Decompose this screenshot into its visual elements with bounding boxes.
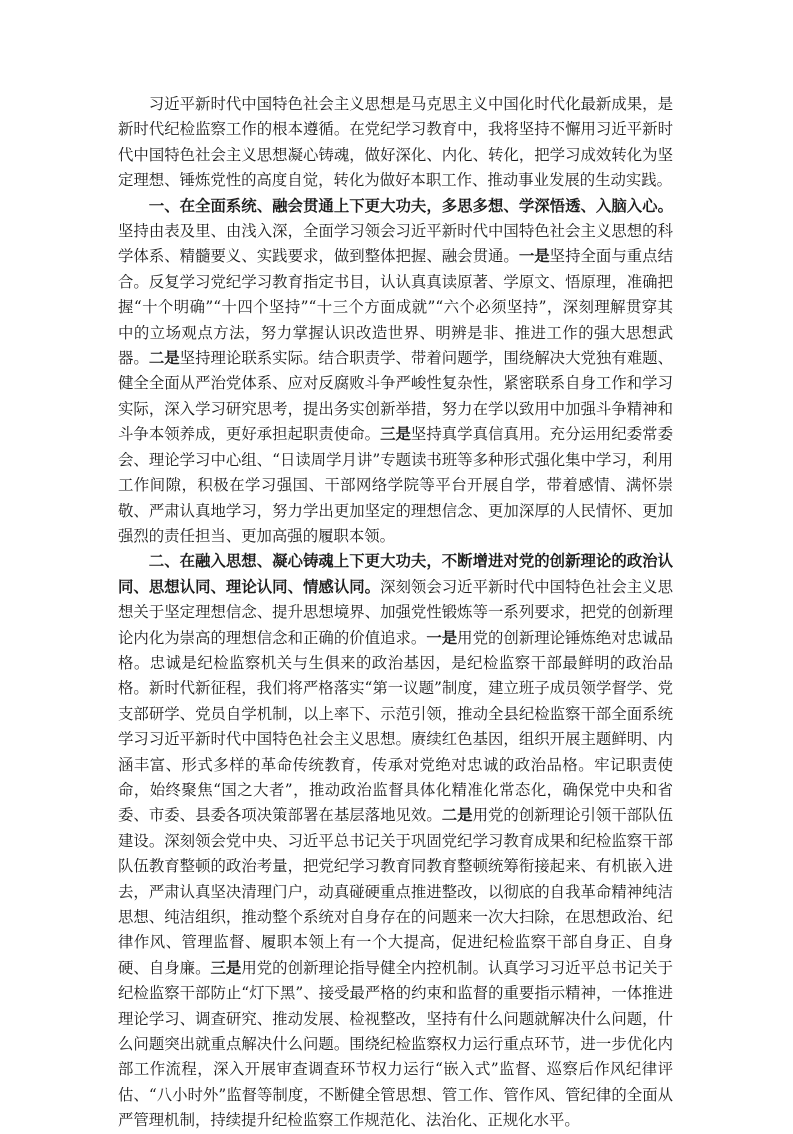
section-2-heading: 二、在融入思想、凝心铸魂上下更大功夫，不断增进对党的创新理论的政治认同、思想认同、理论认同、情感认同。 bbox=[118, 552, 673, 596]
section-1-point-1-label: 一是 bbox=[518, 247, 550, 266]
section-2-point-3-label: 三是 bbox=[210, 958, 242, 977]
section-1-heading: 一、在全面系统、融会贯通上下更大功夫，多思多想、学深悟透、入脑入心。 bbox=[148, 196, 673, 215]
section-2-point-3-text: 用党的创新理论指导健全内控机制。认真学习习近平总书记关于纪检监察干部防止“灯下黑”、接受最严格的约束和监督的重要指示精神，一体推进理论学习、调查研究、推动发展、检视整改，坚持有什么问题就解决什么问题，什么问题突出就重点解决什么问题。围绕纪检监察权力运行重点环节，进一步优化内部工作流程，深入开展审查调查环节权力运行“嵌入式”监督、巡察后作风纪律评估、“八小时外”监督等制度，不断健全管思想、管工作、管作风、管纪律的全面从严管理机制，持续提升纪检监察工作规范化、法治化、正规化水平。 bbox=[118, 958, 673, 1130]
section-2-point-1-label: 一是 bbox=[426, 628, 458, 647]
section-2-point-2-label: 二是 bbox=[441, 806, 473, 825]
section-1-point-2-label: 二是 bbox=[148, 349, 180, 368]
section-2-point-1-text: 用党的创新理论锤炼绝对忠诚品格。忠诚是纪检监察机关与生俱来的政治基因，是纪检监察干部最鲜明的政治品格。新时代新征程，我们将严格落实“第一议题”制度，建立班子成员领学督学、党支部研学、党员自学机制，以上率下、示范引领，推动全县纪检监察干部全面系统学习习近平新时代中国特色社会主义思想。赓续红色基因，组织开展主题鲜明、内涵丰富、形式多样的革命传统教育，传承对党绝对忠诚的政治品格。牢记职责使命，始终聚焦“国之大者”，推动政治监督具体化精准化常态化，确保党中央和省委、市委、县委各项决策部署在基层落地见效。 bbox=[118, 628, 673, 825]
intro-paragraph bbox=[118, 92, 673, 194]
section-2-lead: 深刻领会习近平新时代中国特色社会主义思想关于坚定理想信念、提升思想境界、加强党性锻炼等一系列要求，把党的创新理论内化为崇高的理想信念和正确的价值追求。 bbox=[118, 577, 673, 647]
section-1-point-2-text: 坚持理论联系实际。结合职责学、带着问题学，围绕解决大党独有难题、健全全面从严治党体系、应对反腐败斗争严峻性复杂性，紧密联系自身工作和学习实际，深入学习研究思考，提出务实创新举措，努力在学以致用中加强斗争精神和斗争本领养成，更好承担起职责使命。 bbox=[118, 349, 673, 444]
section-2-point-2-text: 用党的创新理论引领干部队伍建设。深刻领会党中央、习近平总书记关于巩固党纪学习教育成果和纪检监察干部队伍教育整顿的政治考量，把党纪学习教育同教育整顿统筹衔接起来、有机嵌入进去，严肃认真坚决清理门户，动真碰硬重点推进整改，以彻底的自我革命精神纯洁思想、纯洁组织，推动整个系统对自身存在的问题来一次大扫除，在思想政治、纪律作风、管理监督、履职本领上有一个大提高，促进纪检监察干部自身正、自身硬、自身廉。 bbox=[118, 806, 673, 977]
section-1-paragraph bbox=[118, 194, 673, 550]
section-1-point-3-label: 三是 bbox=[380, 425, 411, 444]
section-1-lead: 坚持由表及里、由浅入深，全面学习领会习近平新时代中国特色社会主义思想的科学体系、精髓要义、实践要求，做到整体把握、融会贯通。 bbox=[118, 222, 673, 266]
document-page bbox=[118, 92, 673, 1134]
section-1-point-1-text: 坚持全面与重点结合。反复学习党纪学习教育指定书目，认认真真读原著、学原文、悟原理，准确把握“十个明确”“十四个坚持”“十三个方面成就”“六个必须坚持”，深刻理解贯穿其中的立场观点方法，努力掌握认识改造世界、明辨是非、推进工作的强大思想武器。 bbox=[118, 247, 673, 368]
section-1-point-3-text: 坚持真学真信真用。充分运用纪委常委会、理论学习中心组、“日读周学月讲”专题读书班等多种形式强化集中学习，利用工作间隙，积极在学习强国、干部网络学院等平台开展自学，带着感情、满怀崇敬、严肃认真地学习，努力学出更加坚定的理想信念、更加深厚的人民情怀、更加强烈的责任担当、更加高强的履职本领。 bbox=[118, 425, 673, 545]
section-2-paragraph bbox=[118, 549, 673, 1133]
intro-text: 习近平新时代中国特色社会主义思想是马克思主义中国化时代化最新成果，是新时代纪检监察工作的根本遵循。在党纪学习教育中，我将坚持不懈用习近平新时代中国特色社会主义思想凝心铸魂，做好深化、内化、转化，把学习成效转化为坚定理想、锤炼党性的高度自觉，转化为做好本职工作、推动事业发展的生动实践。 bbox=[118, 95, 673, 190]
